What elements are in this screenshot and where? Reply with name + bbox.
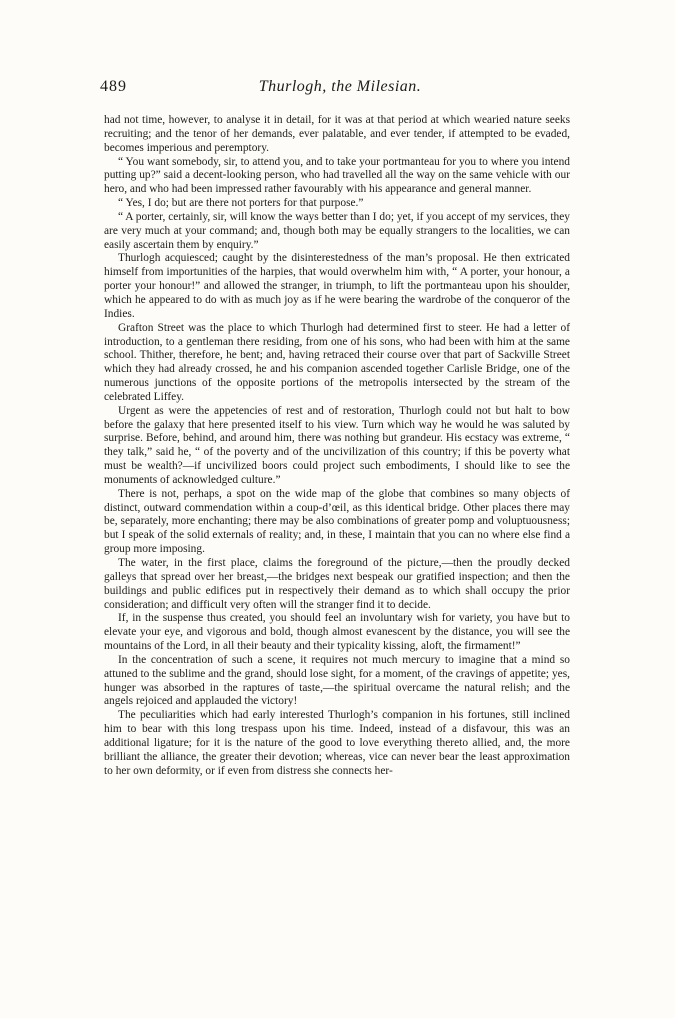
paragraph: Grafton Street was the place to which Thurlogh had determined first to steer. He had a letter of introduction, to a gentleman there residing, from one of his sons, who had been with him at the same school. Thither, therefore, he bent; and, having retraced their course over that part of Sackville Street which they had already crossed, he and his companion ascended together Carlisle Bridge, one of the numerous junctions of the opposite portions of the metropolis intersected by the stream of the celebrated Liffey. xyxy=(104,321,570,403)
paragraph: “ You want somebody, sir, to attend you, and to take your portmanteau for you to where you intend putting up?” said a decent-looking person, who had travelled all the way on the same vehicle with our hero, and who had been impressed rather favourably with his appearance and general manner. xyxy=(104,155,570,196)
paragraph: The water, in the first place, claims the foreground of the picture,—then the proudly decked galleys that spread over her breast,—the bridges next bespeak our gratified inspection; and then the buildings and public edifices put in respectively their demand as to which shall occupy the prior consideration; and difficult very often will the stranger find it to decide. xyxy=(104,557,570,611)
paragraph: In the concentration of such a scene, it requires not much mercury to imagine that a mind so attuned to the sublime and the grand, should lose sight, for a moment, of the cravings of appetite; yes, hunger was absorbed in the raptures of taste,—the spiritual overcame the natural relish; and the angels rejoiced and applauded the victory! xyxy=(104,653,570,708)
paragraph: Urgent as were the appetencies of rest and of restoration, Thurlogh could not but halt to bow before the galaxy that here presented itself to his view. Turn which way he would he was saluted by surprise. Before, behind, and around him, there was nothing but grandeur. His ecstacy was extreme, “ they talk,” said he, “ of the poverty and of the uncivilization of this country; if this be poverty what must be wealth?—if uncivilized boors could project such embodiments, I should like to see the monuments of acknowledged culture.” xyxy=(104,404,570,486)
paragraph: had not time, however, to analyse it in detail, for it was at that period at which wearied nature seeks recruiting; and the tenor of her demands, ever palatable, and ever tender, if attempted to be evaded, becomes imperious and peremptory. xyxy=(104,114,570,154)
paragraph: Thurlogh acquiesced; caught by the disinterestedness of the man’s proposal. He then extricated himself from importunities of the harpies, that would overwhelm him with, “ A porter, your honour, a porter your honour!” and allowed the stranger, in triumph, to lift the portmanteau upon his shoulder, which he appeared to do with as much joy as if he were bearing the wardrobe of the conqueror of the Indies. xyxy=(104,252,570,320)
running-title: Thurlogh, the Milesian. xyxy=(258,78,422,95)
page-number: 489 xyxy=(100,78,127,95)
page-header xyxy=(100,78,580,102)
paragraph: There is not, perhaps, a spot on the wide map of the globe that combines so many objects of distinct, outward commendation within a coup-d’œil, as this identical bridge. Other places there may be, separately, more enchanting; there may be also combinations of greater pomp and voluptuousness; but I speak of the solid externals of reality; and, in these, I maintain that you can no where else find a group more imposing. xyxy=(104,487,570,556)
paragraph: If, in the suspense thus created, you should feel an involuntary wish for variety, you have but to elevate your eye, and vigorous and bold, though almost evanescent by the distance, you will see the mountains of the Lord, in all their beauty and their typicality kissing, aloft, the firmament!” xyxy=(104,612,570,653)
paragraph: “ A porter, certainly, sir, will know the ways better than I do; yet, if you accept of my services, they are very much at your command; and, though both may be equally strangers to the localities, we can easily ascertain them by enquiry.” xyxy=(104,210,570,251)
body-text xyxy=(104,114,570,779)
paragraph: “ Yes, I do; but are there not porters for that purpose.” xyxy=(118,197,364,210)
paragraph: The peculiarities which had early interested Thurlogh’s companion in his fortunes, still inclined him to bear with this long trespass upon his time. Indeed, instead of a disfavour, this was an additional ligature; for it is the nature of the good to love everything thereto allied, and, the more brilliant the alliance, the greater their devotion; whereas, vice can never bear the least approximation to her own deformity, or if even from distress she connects her- xyxy=(104,709,570,777)
